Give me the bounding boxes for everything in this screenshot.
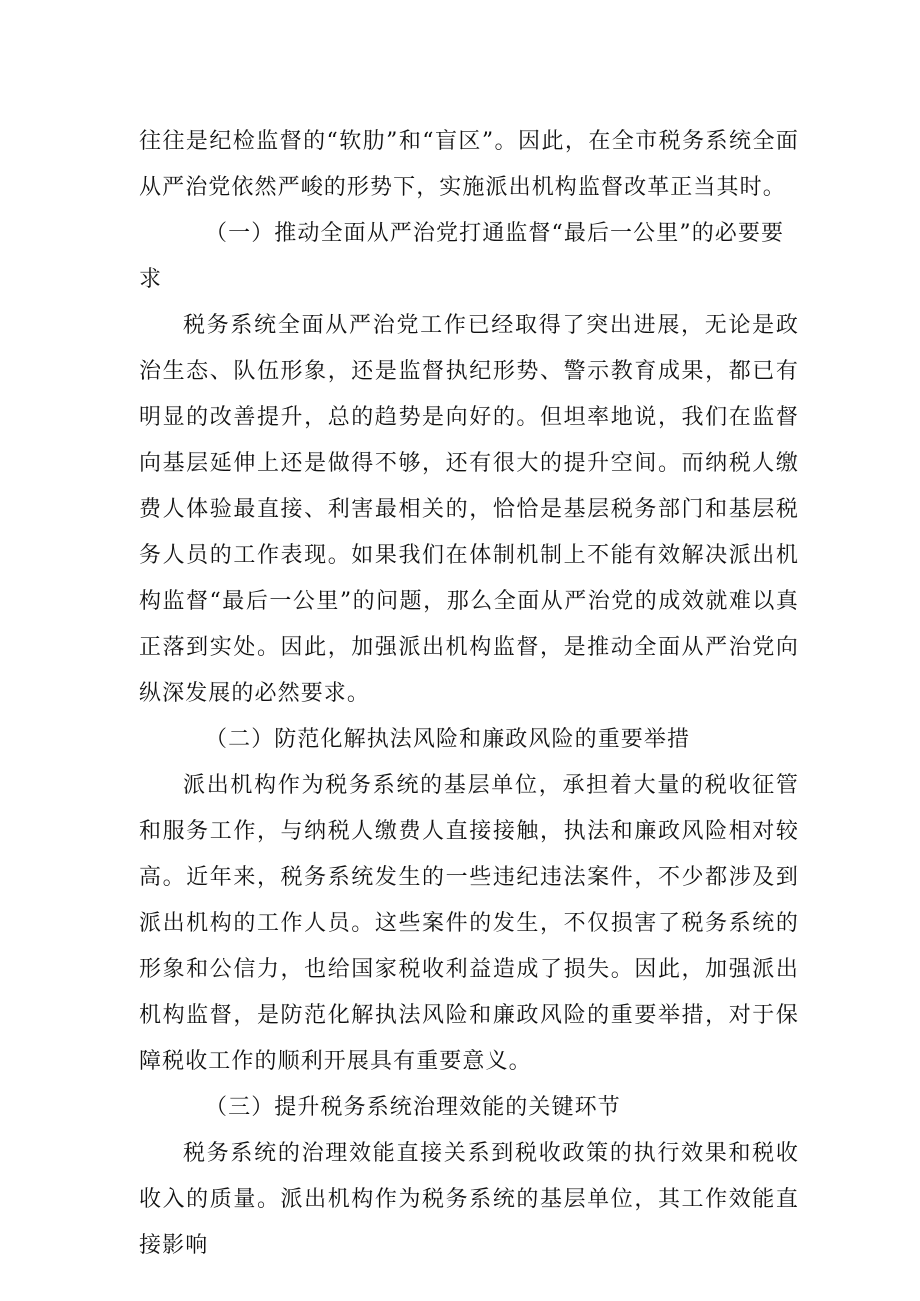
- section-heading-2: （二）防范化解执法风险和廉政风险的重要举措: [205, 727, 691, 752]
- paragraph-section-3: 税务系统的治理效能直接关系到税收政策的执行效果和税收收入的质量。派出机构作为税务系统的基层单位，其工作效能直接影响: [139, 1141, 799, 1258]
- section-heading-1: （一）推动全面从严治党打通监督“最后一公里”的必要要求: [139, 221, 785, 292]
- paragraph-section-2: 派出机构作为税务系统的基层单位，承担着大量的税收征管和服务工作，与纳税人缴费人直接接触，执法和廉政风险相对较高。近年来，税务系统发生的一些违纪违法案件，不少都涉及到派出机构的工作人员。这些案件的发生，不仅损害了税务系统的形象和公信力，也给国家税收利益造成了损失。因此，加强派出机构监督，是防范化解执法风险和廉政风险的重要举措，对于保障税收工作的顺利开展具有重要意义。: [139, 773, 799, 1074]
- paragraph-section-1: 税务系统全面从严治党工作已经取得了突出进展，无论是政治生态、队伍形象，还是监督执纪形势、警示教育成果，都已有明显的改善提升，总的趋势是向好的。但坦率地说，我们在监督向基层延伸上还是做得不够，还有很大的提升空间。而纳税人缴费人体验最直接、利害最相关的，恰恰是基层税务部门和基层税务人员的工作表现。如果我们在体制机制上不能有效解决派出机构监督“最后一公里”的问题，那么全面从严治党的成效就难以真正落到实处。因此，加强派出机构监督，是推动全面从严治党向纵深发展的必然要求。: [139, 313, 799, 706]
- document-body: [139, 119, 799, 1269]
- paragraph-continuation: 往往是纪检监督的“软肋”和“盲区”。因此，在全市税务系统全面从严治党依然严峻的形势下，实施派出机构监督改革正当其时。: [139, 129, 799, 200]
- section-heading-3: （三）提升税务系统治理效能的关键环节: [205, 1095, 621, 1120]
